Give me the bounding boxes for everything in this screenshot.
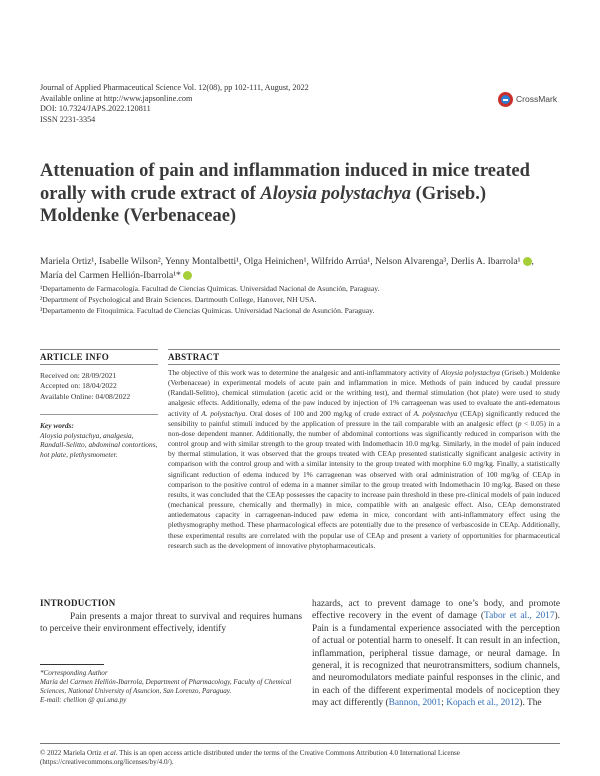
license-notice: © 2022 Mariela Ortiz et al. This is an open access article distributed under the terms of the Creative Commons Attribution 4.0 International License (https://creativecommons.org/licenses/by/4.0/).: [40, 749, 460, 767]
accepted-date: Accepted on: 18/04/2022: [40, 381, 117, 391]
citation-link[interactable]: Tabor et al., 2017: [484, 611, 555, 622]
introduction-heading: INTRODUCTION: [40, 598, 116, 608]
corresponding-author: [40, 664, 300, 705]
article-info-heading: ARTICLE INFO: [40, 352, 110, 362]
divider: [168, 349, 560, 350]
online-date: Available Online: 04/08/2022: [40, 391, 131, 401]
corresponding-address: María del Carmen Hellión-Ibarrola, Department of Pharmacology, Faculty of Chemical Sciences, National University of Asuncion, San Lorenzo, Paraguay.: [40, 678, 292, 696]
orcid-icon[interactable]: [183, 271, 192, 280]
introduction-right-column: hazards, act to prevent damage to one’s body, and promote effective recovery in the event of damage (Tabor et al., 2017). Pain is a fundamental experience associated with the perception of actual or potential harm to oneself. It can result in an infection, inflammation, peripheral tissue damage, or neural damage. In general, it is recognized that neurotransmitters, sodium channels, and neuromodulators mediate painful responses in the clinic, and in each of the different experimental models of nociception they may act differently (Bannon, 2001; Kopach et al., 2012). The: [312, 599, 560, 709]
title-text: Attenuation of pain and inflammation induced in mice treated orally with crude extract of: [40, 161, 530, 204]
journal-citation: Journal of Applied Pharmaceutical Science Vol. 12(08), pp 102-111, August, 2022: [40, 83, 309, 92]
divider: [40, 664, 104, 665]
divider: [40, 364, 158, 365]
article-dates: [40, 371, 158, 402]
affiliation-2: ²Department of Psychological and Brain Sciences. Dartmouth College, Hanover, NH USA.: [40, 295, 317, 304]
keywords-list: Aloysia polystachya, analgesia, Randall-Selitto, abdominal contortions, hot plate, plethysmometer.: [40, 430, 158, 459]
crossmark-icon: [498, 92, 513, 107]
corresponding-email[interactable]: E-mail: chellion @ qui.una.py: [40, 696, 127, 705]
affiliation-1: ¹Departamento de Farmacología. Facultad de Ciencias Químicas. Universidad Nacional de Asunción, Paraguay.: [40, 284, 380, 293]
article-info: [40, 349, 158, 460]
journal-metadata: [40, 83, 309, 125]
divider: [40, 349, 158, 350]
introduction-left-column: [40, 611, 302, 636]
journal-url[interactable]: Available online at http://www.japsonline.com: [40, 93, 193, 103]
citation-link[interactable]: Kopach et al., 2012: [446, 698, 520, 709]
crossmark-label: CrossMark: [516, 94, 558, 104]
divider: [168, 364, 560, 365]
abstract-heading: ABSTRACT: [168, 352, 220, 362]
issn: ISSN 2231-3354: [40, 114, 96, 124]
abstract-body: The objective of this work was to determine the analgesic and anti-inflammatory activity of Aloysia polystachya (Griseb.) Moldenke (Verbenaceae) in experimental models of acute pain and inflammation in mice. Methods of pain induced by caudal pressure (Randall-Selitto), chemical stimulation (acetic acid or the writhing test), and thermal stimulation (hot plate) were used to study analgesic effects. Additionally, edema of the paw induced by injection of 1% carrageenan was used to evaluate the anti-edematous activity of A. polystachya. Oral doses of 100 and 200 mg/kg of crude extract of A. polystachya (CEAp) significantly reduced the sensibility to painful stimuli induced by the application of pressure in the tail comparable with an analgesic effect (p < 0.05) in a non-dose dependent manner. Additionally, the number of abdominal contortions was significantly reduced in comparison with the control group and with similar strength to the group treated with Indomethacin 10.0 mg/kg. Similarly, in the model of pain induced by thermal stimulation, it was observed that the groups treated with CEAp presented statistically significant analgesic activity in comparison with the control group and with a similar intensity to the group treated with morphine 6.0 mg/kg. Finally, a statistically significant reduction of edema induced by 1% carrageenan was observed with oral administration of 100 mg/kg of CEAp in comparison to the positive control of edema in a manner similar to the group treated with Indomethacin 10 mg/kg. Based on these results, it was concluded that the CEAp possesses the capacity to increase pain threshold in these pre-clinical models of pain induced (mechanical pressure, chemically and thermally) in mice, compatible with an analgesic effect. Also, CEAp demonstrated antiedematous capacity in carrageenan-induced paw edema in mice, concordant with anti-inflammatory effect using the plethysmography method. These pharmacological effects are potentially due to the presence of verbascoside in CEAp. Additionally, these experimental results are correlated with the popular use of CEAp and present a variety of opportunities for pharmaceutical research such as the development of innovative phytopharmaceuticals.: [168, 368, 560, 550]
corresponding-label: *Corresponding Author: [40, 669, 108, 677]
doi[interactable]: DOI: 10.7324/JAPS.2022.120811: [40, 104, 151, 114]
orcid-icon[interactable]: [523, 257, 532, 266]
title-species: Aloysia polystachya: [260, 183, 411, 204]
divider: [40, 743, 560, 744]
article-title: [40, 160, 560, 228]
title-text-end: (Griseb.) Moldenke (Verbenaceae): [40, 183, 486, 226]
author-list: Mariela Ortiz¹, Isabelle Wilson², Yenny Montalbetti¹, Olga Heinichen¹, Wilfrido Arrúa¹, Nelson Alvarenga³, Derlis A. Ibarrola¹ , María del Carmen Hellión-Ibarrola¹*: [40, 257, 534, 281]
keywords: [40, 414, 158, 459]
abstract: [168, 349, 560, 551]
received-date: Received on: 28/09/2021: [40, 371, 117, 380]
crossmark-badge[interactable]: [498, 90, 558, 108]
intro-paragraph: Pain presents a major threat to survival and requires humans to perceive their environment effectively, identify: [40, 612, 302, 635]
affiliations: [40, 283, 379, 316]
authors-line1: Mariela Ortiz¹, Isabelle Wilson², Yenny Montalbetti¹, Olga Heinichen¹, Wilfrido Arrúa¹, Nelson Alvarenga³, Derlis A. Ibarrola¹: [40, 257, 521, 267]
citation-link[interactable]: Bannon, 2001: [388, 698, 442, 709]
keywords-title: Key words:: [40, 421, 74, 431]
authors-line2: María del Carmen Hellión-Ibarrola¹*: [40, 271, 181, 281]
affiliation-3: ³Departamento de Fitoquímica. Facultad de Ciencias Químicas. Universidad Nacional de Asunción. Paraguay.: [40, 306, 375, 315]
